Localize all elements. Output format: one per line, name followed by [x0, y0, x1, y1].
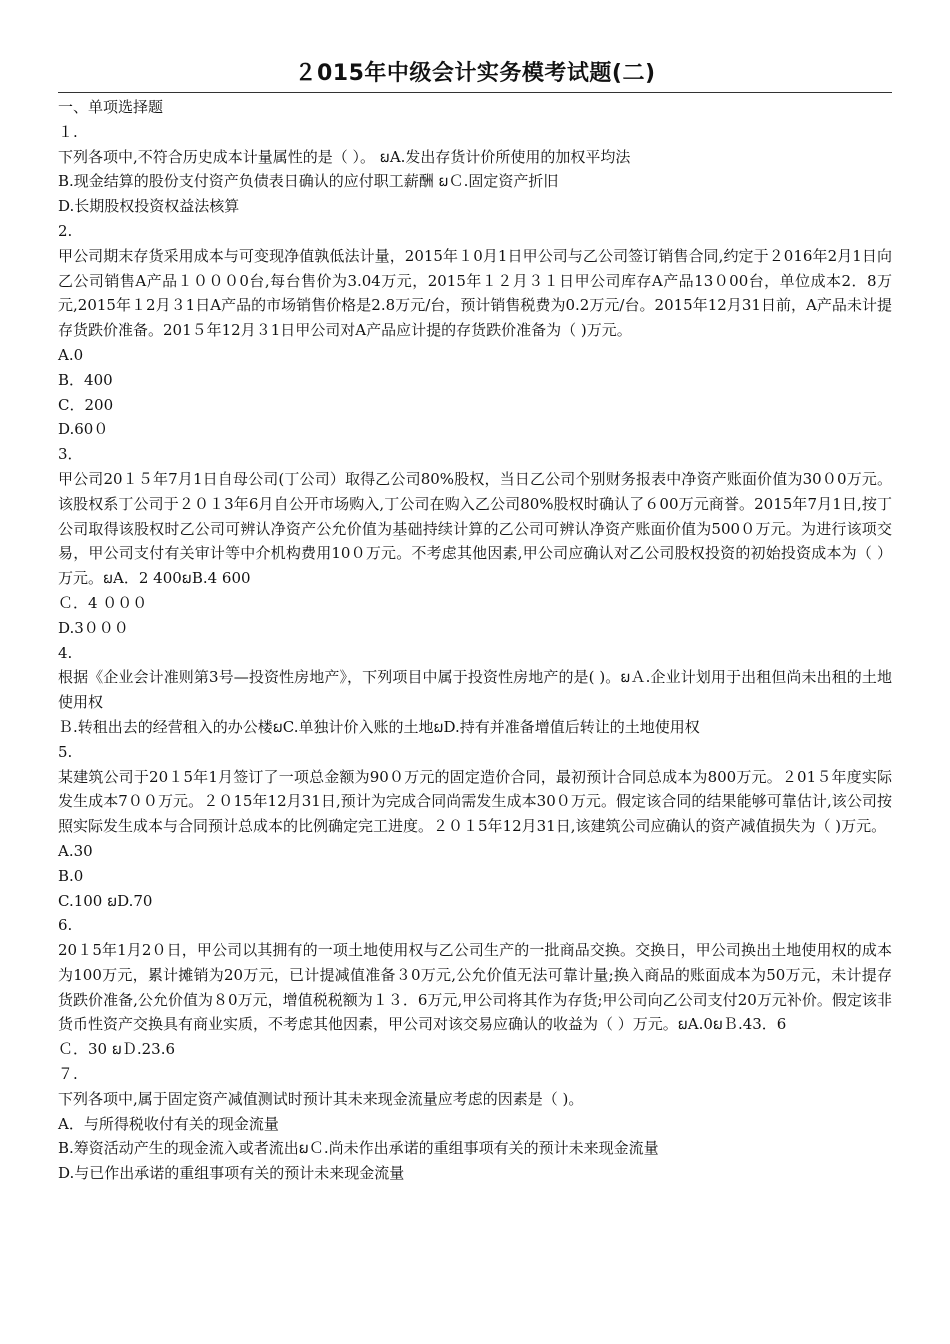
document-title: ２015年中级会计实务模考试题(二): [58, 58, 892, 93]
question-number: ７.: [58, 1065, 78, 1084]
question-stem: 根据《企业会计准则第3号—投资性房地产》，下列项目中属于投资性房地产的是( )。ຏＡ.企业计划用于出租但尚未出租的土地使用权: [58, 668, 892, 712]
option-c-d: C.100 ຏD.70: [58, 891, 153, 910]
question-number: 4.: [58, 643, 73, 662]
question-2: [58, 219, 892, 442]
option-d: D.60０: [58, 420, 109, 439]
section-heading: 一、单项选择题: [58, 98, 164, 116]
question-4: [58, 641, 892, 740]
question-stem: 甲公司期末存货采用成本与可变现净值孰低法计量，2015年１0月1日甲公司与乙公司签订销售合同,约定于２016年2月1日向乙公司销售A产品１０００0台,每台售价为3.04万元，2015年１２月３１日甲公司库存A产品13０00台，单位成本2．8万元,2015年１2月３1日A产品的市场销售价格是2.8万元/台，预计销售税费为0.2万元/台。2015年12月31日前，A产品未计提存货跌价准备。201５年12月３1日甲公司对A产品应计提的存货跌价准备为（ )万元。: [58, 246, 892, 340]
question-3: [58, 442, 892, 640]
question-number: 3．: [58, 445, 83, 464]
option-a: A.0: [58, 345, 84, 364]
question-stem: 甲公司20１５年7月1日自母公司(丁公司）取得乙公司80%股权，当日乙公司个别财务报表中净资产账面价值为30０0万元。该股权系丁公司于２０１3年6月自公开市场购入,丁公司在购入乙公司80%股权时确认了６00万元商誉。2015年7月1日,按丁公司取得该股权时乙公司可辨认净资产公允价值为基础持续计算的乙公司可辨认净资产账面价值为500０万元。为进行该项交易，甲公司支付有关审计等中介机构费用10０万元。不考虑其他因素,甲公司应确认对乙公司股权投资的初始投资成本为（ ）万元。ຏA．2 400ຏB.4 600: [58, 469, 892, 588]
option-b-c: B.筹资活动产生的现金流入或者流出ຏＣ.尚未作出承诺的重组事项有关的预计未来现金流量: [58, 1139, 659, 1158]
question-number: 2.: [58, 221, 73, 240]
question-5: [58, 740, 892, 914]
question-stem: 下列各项中,不符合历史成本计量属性的是（ ）。 ຏA.发出存货计价所使用的加权平均法: [58, 147, 631, 166]
question-7: [58, 1062, 892, 1186]
question-options: B.现金结算的股份支付资产负债表日确认的应付职工薪酬 ຏＣ.固定资产折旧: [58, 172, 559, 191]
option-c-d: Ｃ．30 ຏＤ.23.6: [58, 1040, 176, 1059]
document-body: [58, 95, 892, 1186]
question-options: Ｂ.转租出去的经营租入的办公楼ຏC.单独计价入账的土地ຏD.持有并准备增值后转让的土地使用权: [58, 717, 700, 736]
question-number: １.: [58, 122, 78, 141]
option-a: A.30: [58, 841, 93, 860]
option-d: D.与已作出承诺的重组事项有关的预计未来现金流量: [58, 1164, 405, 1183]
question-stem: 下列各项中,属于固定资产减值测试时预计其未来现金流量应考虑的因素是（ )。: [58, 1089, 584, 1108]
option-b: B.0: [58, 866, 84, 885]
question-1: [58, 120, 892, 219]
question-number: 6.: [58, 916, 73, 935]
option-d: D.3０００: [58, 618, 129, 637]
question-6: [58, 913, 892, 1062]
option-c: C．200: [58, 395, 114, 414]
question-stem: 20１5年1月2０日，甲公司以其拥有的一项土地使用权与乙公司生产的一批商品交换。交换日，甲公司换出土地使用权的成本为100万元，累计摊销为20万元，已计提减值准备３0万元,公允价值无法可靠计量;换入商品的账面成本为50万元，未计提存货跌价准备,公允价值为８0万元，增值税税额为１３．6万元,甲公司将其作为存货;甲公司向乙公司支付20万元补价。假定该非货币性资产交换具有商业实质，不考虑其他因素，甲公司对该交易应确认的收益为（ ）万元。ຏA.0ຏＢ.43．6: [58, 941, 892, 1034]
option-c: Ｃ．4 ０００: [58, 593, 148, 612]
question-stem: 某建筑公司于20１5年1月签订了一项总金额为90０万元的固定造价合同，最初预计合同总成本为800万元。２01５年度实际发生成本7００万元。２０15年12月31日,预计为完成合同尚需发生成本30０万元。假定该合同的结果能够可靠估计,该公司按照实际发生成本与合同预计总成本的比例确定完工进度。２０１5年12月31日,该建筑公司应确认的资产减值损失为（ )万元。: [58, 767, 892, 836]
option-d: D.长期股权投资权益法核算: [58, 197, 240, 216]
option-a: A．与所得税收付有关的现金流量: [58, 1114, 279, 1133]
document-page: [58, 58, 892, 1186]
option-b: B．400: [58, 370, 113, 389]
question-number: 5.: [58, 742, 73, 761]
